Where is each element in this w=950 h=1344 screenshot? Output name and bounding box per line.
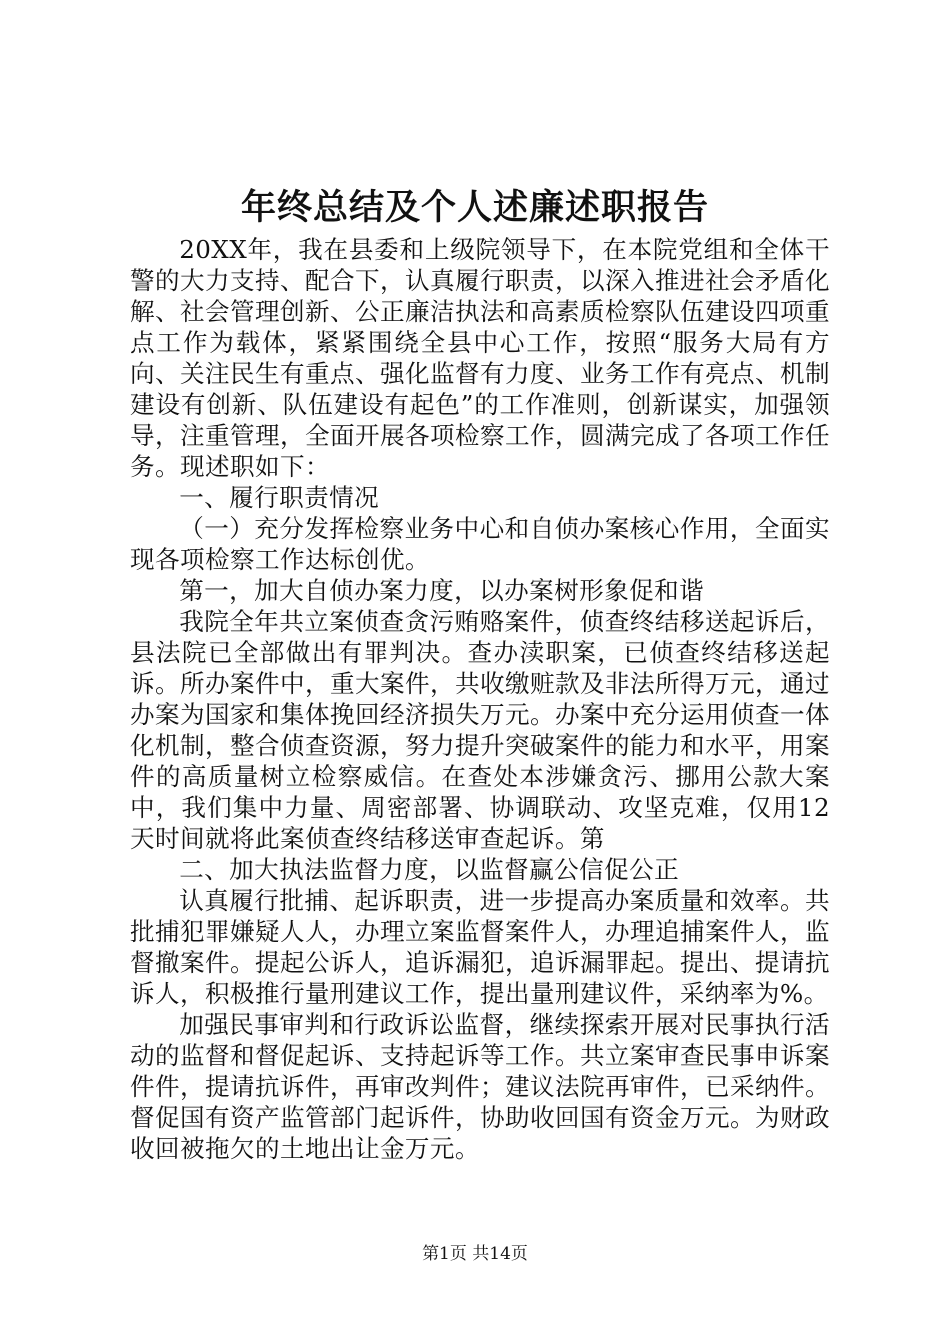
prosecution-paragraph: 认真履行批捕、起诉职责，进一步提高办案质量和效率。共批捕犯罪嫌疑人人，办理立案监督案件人，办理追捕案件人，监督撤案件。提起公诉人，追诉漏犯，追诉漏罪起。提出、提请抗诉人，积极推行量刑建议工作，提出量刑建议件，采纳率为%。 (130, 886, 830, 1008)
intro-paragraph: 20XX年，我在县委和上级院领导下，在本院党组和全体干警的大力支持、配合下，认真履行职责，以深入推进社会矛盾化解、社会管理创新、公正廉洁执法和高素质检察队伍建设四项重点工作为载体，紧紧围绕全县中心工作，按照“服务大局有方向、关注民生有重点、强化监督有力度、业务工作有亮点、机制建设有创新、队伍建设有起色”的工作准则，创新谋实，加强领导，注重管理，全面开展各项检察工作，圆满完成了各项工作任务。现述职如下： (130, 235, 830, 481)
case-investigation-paragraph: 我院全年共立案侦查贪污贿赂案件，侦查终结移送起诉后，县法院已全部做出有罪判决。查办渎职案，已侦查终结移送起诉。所办案件中，重大案件，共收缴赃款及非法所得万元，通过办案为国家和集体挽回经济损失万元。办案中充分运用侦查一体化机制，整合侦查资源，努力提升突破案件的能力和水平，用案件的高质量树立检察威信。在查处本涉嫌贪污、挪用公款大案中，我们集中力量、周密部署、协调联动、攻坚克难，仅用12天时间就将此案侦查终结移送审查起诉。第 (130, 607, 830, 853)
document-title: 年终总结及个人述廉述职报告 (240, 187, 709, 228)
point-heading-first: 第一，加大自侦办案力度，以办案树形象促和谐 (179, 576, 705, 605)
page-footer (0, 1242, 950, 1266)
civil-supervision-paragraph: 加强民事审判和行政诉讼监督，继续探索开展对民事执行活动的监督和督促起诉、支持起诉等工作。共立案审查民事申诉案件件，提请抗诉件，再审改判件；建议法院再审件，已采纳件。督促国有资产监管部门起诉件，协助收回国有资金万元。为财政收回被拖欠的土地出让金万元。 (130, 1010, 830, 1163)
page-number-label: 第1页 共14页 (422, 1244, 528, 1264)
section-heading-supervision: 二、加大执法监督力度，以监督赢公信促公正 (179, 855, 680, 884)
subsection-heading-1: （一）充分发挥检察业务中心和自侦办案核心作用，全面实现各项检察工作达标创优。 (130, 514, 830, 574)
section-heading-duties: 一、履行职责情况 (179, 483, 380, 512)
document-body (130, 234, 830, 1164)
